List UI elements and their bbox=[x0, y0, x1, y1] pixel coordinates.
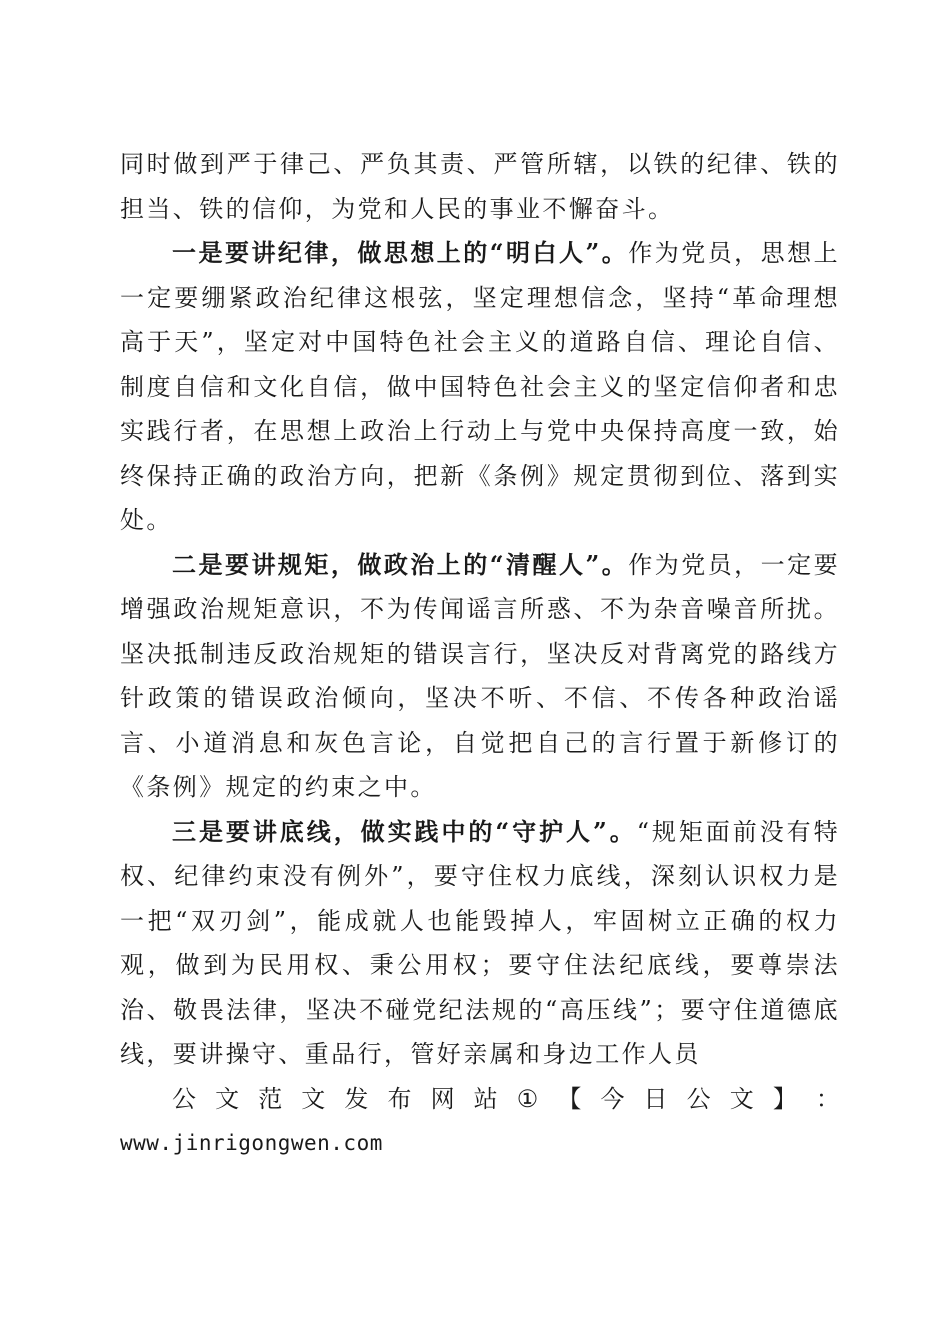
footer-char: 今 bbox=[600, 1084, 625, 1113]
paragraph-2-text: 作为党员，思想上一定要绷紧政治纪律这根弦，坚定理想信念，坚持“革命理想高于天”，坚定对中国特色社会主义的道路自信、理论自信、制度自信和文化自信，做中国特色社会主义的坚定信仰者和忠实践行者，在思想上政治上行动上与党中央保持高度一致，始终保持正确的政治方向，把新《条例》规定贯彻到位、落到实处。 bbox=[120, 239, 841, 534]
paragraph-3-heading: 二是要讲规矩，做政治上的“清醒人”。 bbox=[172, 549, 629, 579]
footer-char: 站 bbox=[473, 1084, 498, 1113]
paragraph-4-heading: 三是要讲底线，做实践中的“守护人”。 bbox=[172, 816, 637, 846]
paragraph-2 bbox=[120, 231, 840, 543]
footer-char: ① bbox=[516, 1084, 539, 1113]
footer-site-label bbox=[120, 1077, 840, 1122]
paragraph-4-text: “规矩面前没有特权、纪律约束没有例外”，要守住权力底线，深刻认识权力是一把“双刃剑”，能成就人也能毁掉人，牢固树立正确的权力观，做到为民用权、秉公用权；要守住法纪底线，要尊崇法治、敬畏法律，坚决不碰党纪法规的“高压线”；要守住道德底线，要讲操守、重品行，管好亲属和身边工作人员 bbox=[120, 817, 840, 1068]
footer-char: 网 bbox=[430, 1084, 455, 1113]
footer-char: 【 bbox=[557, 1084, 582, 1113]
footer-char: 范 bbox=[258, 1084, 283, 1113]
paragraph-1 bbox=[120, 142, 840, 231]
footer-char: ： bbox=[815, 1084, 840, 1113]
paragraph-4 bbox=[120, 810, 840, 1077]
body-text bbox=[120, 142, 840, 1166]
footer-char: 日 bbox=[643, 1084, 668, 1113]
paragraph-3-text: 作为党员，一定要增强政治规矩意识，不为传闻谣言所惑、不为杂音噪音所扰。坚决抵制违反政治规矩的错误言行，坚决反对背离党的路线方针政策的错误政治倾向，坚决不听、不信、不传各种政治谣言、小道消息和灰色言论，自觉把自己的言行置于新修订的《条例》规定的约束之中。 bbox=[120, 550, 841, 801]
footer-char: 公 bbox=[686, 1084, 711, 1113]
footer-char: 文 bbox=[215, 1084, 240, 1113]
paragraph-2-heading: 一是要讲纪律，做思想上的“明白人”。 bbox=[172, 238, 629, 267]
paragraph-1-text: 同时做到严于律己、严负其责、严管所辖，以铁的纪律、铁的担当、铁的信仰，为党和人民的事业不懈奋斗。 bbox=[120, 150, 840, 223]
footer-char: 文 bbox=[301, 1084, 326, 1113]
footer-char: 公 bbox=[172, 1084, 196, 1113]
paragraph-3 bbox=[120, 543, 840, 810]
footer-char: 发 bbox=[344, 1084, 369, 1113]
footer-char: 布 bbox=[387, 1084, 412, 1113]
footer-char: 】 bbox=[772, 1084, 797, 1113]
footer-url[interactable]: www.jinrigongwen.com bbox=[120, 1131, 383, 1155]
footer-char: 文 bbox=[729, 1084, 754, 1113]
